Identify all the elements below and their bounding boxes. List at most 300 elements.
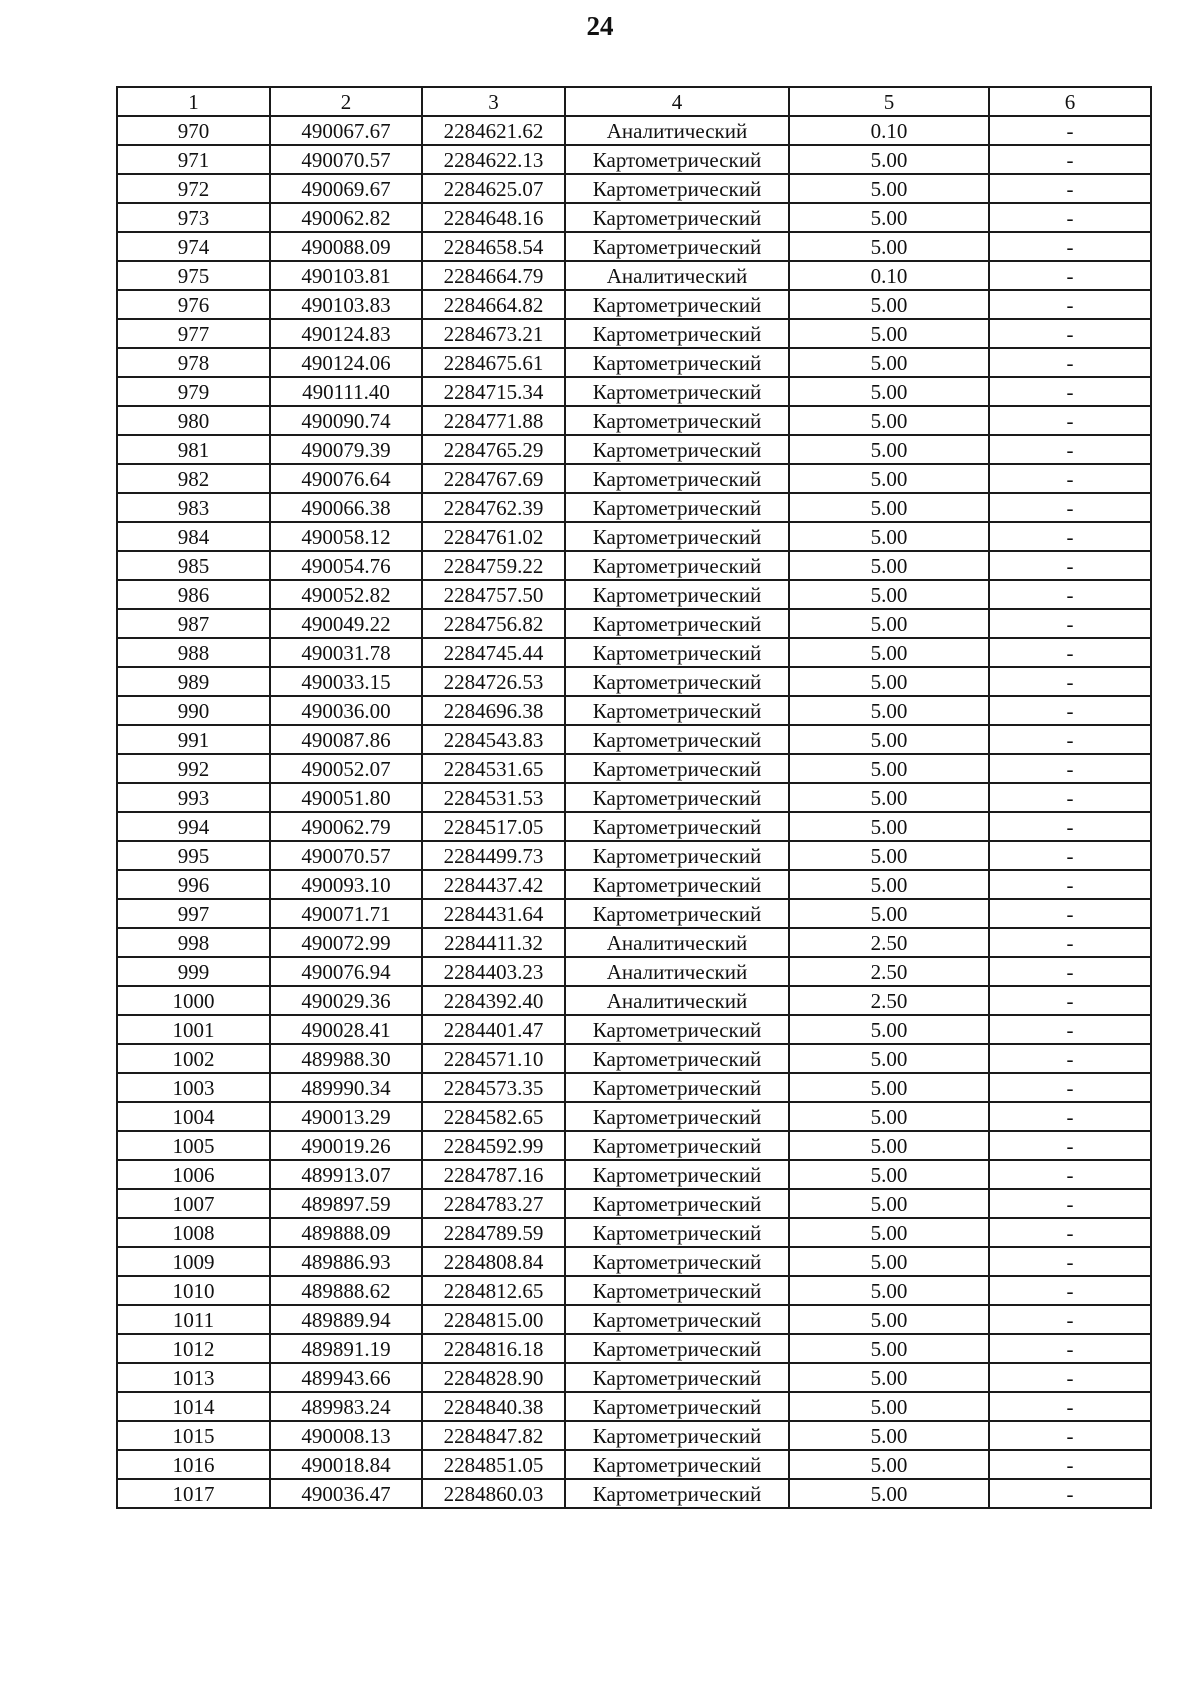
accuracy-cell: 5.00 bbox=[789, 1392, 989, 1421]
x-coordinate-cell: 490051.80 bbox=[270, 783, 422, 812]
accuracy-cell: 5.00 bbox=[789, 522, 989, 551]
x-coordinate-cell: 489983.24 bbox=[270, 1392, 422, 1421]
point-number-cell: 1010 bbox=[117, 1276, 270, 1305]
x-coordinate-cell: 490028.41 bbox=[270, 1015, 422, 1044]
accuracy-cell: 5.00 bbox=[789, 1305, 989, 1334]
accuracy-cell: 5.00 bbox=[789, 290, 989, 319]
table-row bbox=[117, 1276, 1151, 1305]
x-coordinate-cell: 490008.13 bbox=[270, 1421, 422, 1450]
x-coordinate-cell: 490079.39 bbox=[270, 435, 422, 464]
x-coordinate-cell: 490052.07 bbox=[270, 754, 422, 783]
x-coordinate-cell: 490049.22 bbox=[270, 609, 422, 638]
y-coordinate-cell: 2284621.62 bbox=[422, 116, 565, 145]
y-coordinate-cell: 2284622.13 bbox=[422, 145, 565, 174]
point-number-cell: 1004 bbox=[117, 1102, 270, 1131]
note-cell: - bbox=[989, 1015, 1151, 1044]
accuracy-cell: 5.00 bbox=[789, 1073, 989, 1102]
table-row bbox=[117, 1479, 1151, 1508]
method-cell: Картометрический bbox=[565, 1044, 789, 1073]
note-cell: - bbox=[989, 1334, 1151, 1363]
y-coordinate-cell: 2284592.99 bbox=[422, 1131, 565, 1160]
table-row bbox=[117, 1305, 1151, 1334]
point-number-cell: 977 bbox=[117, 319, 270, 348]
table-row bbox=[117, 1247, 1151, 1276]
method-cell: Картометрический bbox=[565, 1450, 789, 1479]
method-cell: Картометрический bbox=[565, 319, 789, 348]
x-coordinate-cell: 489888.62 bbox=[270, 1276, 422, 1305]
note-cell: - bbox=[989, 899, 1151, 928]
accuracy-cell: 2.50 bbox=[789, 986, 989, 1015]
point-number-cell: 980 bbox=[117, 406, 270, 435]
accuracy-cell: 2.50 bbox=[789, 928, 989, 957]
note-cell: - bbox=[989, 1276, 1151, 1305]
y-coordinate-cell: 2284756.82 bbox=[422, 609, 565, 638]
point-number-cell: 984 bbox=[117, 522, 270, 551]
point-number-cell: 975 bbox=[117, 261, 270, 290]
y-coordinate-cell: 2284431.64 bbox=[422, 899, 565, 928]
point-number-cell: 985 bbox=[117, 551, 270, 580]
accuracy-cell: 5.00 bbox=[789, 1189, 989, 1218]
y-coordinate-cell: 2284765.29 bbox=[422, 435, 565, 464]
table-row bbox=[117, 551, 1151, 580]
x-coordinate-cell: 490029.36 bbox=[270, 986, 422, 1015]
y-coordinate-cell: 2284517.05 bbox=[422, 812, 565, 841]
accuracy-cell: 5.00 bbox=[789, 203, 989, 232]
table-row bbox=[117, 377, 1151, 406]
table-body bbox=[117, 116, 1151, 1508]
x-coordinate-cell: 490036.47 bbox=[270, 1479, 422, 1508]
accuracy-cell: 5.00 bbox=[789, 493, 989, 522]
coordinates-table bbox=[116, 86, 1152, 1509]
method-cell: Картометрический bbox=[565, 290, 789, 319]
note-cell: - bbox=[989, 1218, 1151, 1247]
y-coordinate-cell: 2284816.18 bbox=[422, 1334, 565, 1363]
point-number-cell: 994 bbox=[117, 812, 270, 841]
point-number-cell: 971 bbox=[117, 145, 270, 174]
point-number-cell: 1000 bbox=[117, 986, 270, 1015]
method-cell: Картометрический bbox=[565, 406, 789, 435]
method-cell: Картометрический bbox=[565, 1363, 789, 1392]
note-cell: - bbox=[989, 348, 1151, 377]
table-row bbox=[117, 1218, 1151, 1247]
accuracy-cell: 5.00 bbox=[789, 580, 989, 609]
method-cell: Картометрический bbox=[565, 638, 789, 667]
accuracy-cell: 5.00 bbox=[789, 754, 989, 783]
method-cell: Картометрический bbox=[565, 1073, 789, 1102]
point-number-cell: 1013 bbox=[117, 1363, 270, 1392]
point-number-cell: 1002 bbox=[117, 1044, 270, 1073]
point-number-cell: 1009 bbox=[117, 1247, 270, 1276]
method-cell: Картометрический bbox=[565, 1160, 789, 1189]
x-coordinate-cell: 490013.29 bbox=[270, 1102, 422, 1131]
table-row bbox=[117, 841, 1151, 870]
point-number-cell: 996 bbox=[117, 870, 270, 899]
accuracy-cell: 5.00 bbox=[789, 1479, 989, 1508]
accuracy-cell: 5.00 bbox=[789, 1363, 989, 1392]
y-coordinate-cell: 2284759.22 bbox=[422, 551, 565, 580]
table-row bbox=[117, 1189, 1151, 1218]
x-coordinate-cell: 490124.83 bbox=[270, 319, 422, 348]
method-cell: Картометрический bbox=[565, 1015, 789, 1044]
table-row bbox=[117, 986, 1151, 1015]
x-coordinate-cell: 490067.67 bbox=[270, 116, 422, 145]
note-cell: - bbox=[989, 1131, 1151, 1160]
y-coordinate-cell: 2284625.07 bbox=[422, 174, 565, 203]
x-coordinate-cell: 490070.57 bbox=[270, 841, 422, 870]
point-number-cell: 1001 bbox=[117, 1015, 270, 1044]
method-cell: Картометрический bbox=[565, 377, 789, 406]
point-number-cell: 989 bbox=[117, 667, 270, 696]
table-row bbox=[117, 1450, 1151, 1479]
method-cell: Картометрический bbox=[565, 1247, 789, 1276]
accuracy-cell: 5.00 bbox=[789, 812, 989, 841]
accuracy-cell: 5.00 bbox=[789, 638, 989, 667]
note-cell: - bbox=[989, 551, 1151, 580]
table-row bbox=[117, 609, 1151, 638]
table-header bbox=[117, 87, 1151, 116]
accuracy-cell: 5.00 bbox=[789, 1160, 989, 1189]
point-number-cell: 999 bbox=[117, 957, 270, 986]
note-cell: - bbox=[989, 725, 1151, 754]
method-cell: Картометрический bbox=[565, 1392, 789, 1421]
note-cell: - bbox=[989, 1305, 1151, 1334]
x-coordinate-cell: 490062.79 bbox=[270, 812, 422, 841]
point-number-cell: 979 bbox=[117, 377, 270, 406]
note-cell: - bbox=[989, 870, 1151, 899]
point-number-cell: 993 bbox=[117, 783, 270, 812]
accuracy-cell: 5.00 bbox=[789, 667, 989, 696]
y-coordinate-cell: 2284673.21 bbox=[422, 319, 565, 348]
accuracy-cell: 5.00 bbox=[789, 1015, 989, 1044]
table-row bbox=[117, 203, 1151, 232]
x-coordinate-cell: 490031.78 bbox=[270, 638, 422, 667]
note-cell: - bbox=[989, 203, 1151, 232]
table-row bbox=[117, 696, 1151, 725]
table-row bbox=[117, 580, 1151, 609]
note-cell: - bbox=[989, 812, 1151, 841]
point-number-cell: 1006 bbox=[117, 1160, 270, 1189]
note-cell: - bbox=[989, 116, 1151, 145]
table-row bbox=[117, 1363, 1151, 1392]
point-number-cell: 973 bbox=[117, 203, 270, 232]
x-coordinate-cell: 489889.94 bbox=[270, 1305, 422, 1334]
x-coordinate-cell: 490058.12 bbox=[270, 522, 422, 551]
method-cell: Картометрический bbox=[565, 464, 789, 493]
y-coordinate-cell: 2284403.23 bbox=[422, 957, 565, 986]
accuracy-cell: 5.00 bbox=[789, 1131, 989, 1160]
header-row bbox=[117, 87, 1151, 116]
accuracy-cell: 0.10 bbox=[789, 261, 989, 290]
y-coordinate-cell: 2284787.16 bbox=[422, 1160, 565, 1189]
note-cell: - bbox=[989, 1044, 1151, 1073]
note-cell: - bbox=[989, 406, 1151, 435]
note-cell: - bbox=[989, 638, 1151, 667]
accuracy-cell: 5.00 bbox=[789, 1450, 989, 1479]
x-coordinate-cell: 490093.10 bbox=[270, 870, 422, 899]
note-cell: - bbox=[989, 1247, 1151, 1276]
note-cell: - bbox=[989, 319, 1151, 348]
table-row bbox=[117, 1392, 1151, 1421]
x-coordinate-cell: 490066.38 bbox=[270, 493, 422, 522]
point-number-cell: 982 bbox=[117, 464, 270, 493]
note-cell: - bbox=[989, 957, 1151, 986]
note-cell: - bbox=[989, 986, 1151, 1015]
point-number-cell: 1016 bbox=[117, 1450, 270, 1479]
y-coordinate-cell: 2284762.39 bbox=[422, 493, 565, 522]
accuracy-cell: 5.00 bbox=[789, 1247, 989, 1276]
x-coordinate-cell: 489943.66 bbox=[270, 1363, 422, 1392]
table-row bbox=[117, 667, 1151, 696]
method-cell: Картометрический bbox=[565, 1276, 789, 1305]
table-row bbox=[117, 725, 1151, 754]
y-coordinate-cell: 2284726.53 bbox=[422, 667, 565, 696]
note-cell: - bbox=[989, 1479, 1151, 1508]
method-cell: Аналитический bbox=[565, 116, 789, 145]
y-coordinate-cell: 2284847.82 bbox=[422, 1421, 565, 1450]
column-header-4: 4 bbox=[565, 87, 789, 116]
x-coordinate-cell: 489886.93 bbox=[270, 1247, 422, 1276]
column-header-3: 3 bbox=[422, 87, 565, 116]
accuracy-cell: 5.00 bbox=[789, 464, 989, 493]
table-row bbox=[117, 232, 1151, 261]
x-coordinate-cell: 489891.19 bbox=[270, 1334, 422, 1363]
method-cell: Картометрический bbox=[565, 493, 789, 522]
y-coordinate-cell: 2284761.02 bbox=[422, 522, 565, 551]
y-coordinate-cell: 2284411.32 bbox=[422, 928, 565, 957]
table-row bbox=[117, 522, 1151, 551]
note-cell: - bbox=[989, 841, 1151, 870]
method-cell: Картометрический bbox=[565, 1479, 789, 1508]
accuracy-cell: 5.00 bbox=[789, 1421, 989, 1450]
table-row bbox=[117, 1131, 1151, 1160]
x-coordinate-cell: 490090.74 bbox=[270, 406, 422, 435]
x-coordinate-cell: 490033.15 bbox=[270, 667, 422, 696]
method-cell: Картометрический bbox=[565, 1334, 789, 1363]
y-coordinate-cell: 2284571.10 bbox=[422, 1044, 565, 1073]
table-row bbox=[117, 870, 1151, 899]
table-row bbox=[117, 116, 1151, 145]
table-row bbox=[117, 638, 1151, 667]
x-coordinate-cell: 490088.09 bbox=[270, 232, 422, 261]
accuracy-cell: 5.00 bbox=[789, 1102, 989, 1131]
x-coordinate-cell: 489990.34 bbox=[270, 1073, 422, 1102]
table-row bbox=[117, 783, 1151, 812]
accuracy-cell: 0.10 bbox=[789, 116, 989, 145]
point-number-cell: 990 bbox=[117, 696, 270, 725]
method-cell: Картометрический bbox=[565, 232, 789, 261]
method-cell: Картометрический bbox=[565, 609, 789, 638]
column-header-6: 6 bbox=[989, 87, 1151, 116]
accuracy-cell: 5.00 bbox=[789, 348, 989, 377]
method-cell: Картометрический bbox=[565, 812, 789, 841]
point-number-cell: 976 bbox=[117, 290, 270, 319]
x-coordinate-cell: 490103.81 bbox=[270, 261, 422, 290]
point-number-cell: 1011 bbox=[117, 1305, 270, 1334]
table-row bbox=[117, 435, 1151, 464]
y-coordinate-cell: 2284808.84 bbox=[422, 1247, 565, 1276]
point-number-cell: 983 bbox=[117, 493, 270, 522]
accuracy-cell: 5.00 bbox=[789, 232, 989, 261]
y-coordinate-cell: 2284543.83 bbox=[422, 725, 565, 754]
y-coordinate-cell: 2284664.82 bbox=[422, 290, 565, 319]
method-cell: Аналитический bbox=[565, 986, 789, 1015]
y-coordinate-cell: 2284401.47 bbox=[422, 1015, 565, 1044]
y-coordinate-cell: 2284812.65 bbox=[422, 1276, 565, 1305]
method-cell: Картометрический bbox=[565, 667, 789, 696]
point-number-cell: 988 bbox=[117, 638, 270, 667]
accuracy-cell: 5.00 bbox=[789, 1334, 989, 1363]
point-number-cell: 1012 bbox=[117, 1334, 270, 1363]
y-coordinate-cell: 2284531.53 bbox=[422, 783, 565, 812]
accuracy-cell: 5.00 bbox=[789, 319, 989, 348]
method-cell: Картометрический bbox=[565, 1102, 789, 1131]
method-cell: Картометрический bbox=[565, 1131, 789, 1160]
note-cell: - bbox=[989, 145, 1151, 174]
note-cell: - bbox=[989, 928, 1151, 957]
table-row bbox=[117, 1044, 1151, 1073]
note-cell: - bbox=[989, 435, 1151, 464]
note-cell: - bbox=[989, 1363, 1151, 1392]
note-cell: - bbox=[989, 464, 1151, 493]
accuracy-cell: 5.00 bbox=[789, 1218, 989, 1247]
x-coordinate-cell: 490052.82 bbox=[270, 580, 422, 609]
point-number-cell: 974 bbox=[117, 232, 270, 261]
table-row bbox=[117, 899, 1151, 928]
note-cell: - bbox=[989, 174, 1151, 203]
method-cell: Картометрический bbox=[565, 783, 789, 812]
accuracy-cell: 5.00 bbox=[789, 406, 989, 435]
point-number-cell: 972 bbox=[117, 174, 270, 203]
method-cell: Картометрический bbox=[565, 1305, 789, 1334]
point-number-cell: 1007 bbox=[117, 1189, 270, 1218]
note-cell: - bbox=[989, 377, 1151, 406]
y-coordinate-cell: 2284648.16 bbox=[422, 203, 565, 232]
accuracy-cell: 5.00 bbox=[789, 435, 989, 464]
accuracy-cell: 5.00 bbox=[789, 783, 989, 812]
note-cell: - bbox=[989, 493, 1151, 522]
table-row bbox=[117, 145, 1151, 174]
method-cell: Картометрический bbox=[565, 725, 789, 754]
y-coordinate-cell: 2284757.50 bbox=[422, 580, 565, 609]
note-cell: - bbox=[989, 261, 1151, 290]
method-cell: Картометрический bbox=[565, 841, 789, 870]
x-coordinate-cell: 490069.67 bbox=[270, 174, 422, 203]
table-row bbox=[117, 1421, 1151, 1450]
point-number-cell: 986 bbox=[117, 580, 270, 609]
x-coordinate-cell: 490070.57 bbox=[270, 145, 422, 174]
accuracy-cell: 5.00 bbox=[789, 725, 989, 754]
point-number-cell: 992 bbox=[117, 754, 270, 783]
y-coordinate-cell: 2284675.61 bbox=[422, 348, 565, 377]
method-cell: Картометрический bbox=[565, 348, 789, 377]
table-row bbox=[117, 1015, 1151, 1044]
column-header-5: 5 bbox=[789, 87, 989, 116]
method-cell: Картометрический bbox=[565, 870, 789, 899]
y-coordinate-cell: 2284658.54 bbox=[422, 232, 565, 261]
y-coordinate-cell: 2284860.03 bbox=[422, 1479, 565, 1508]
y-coordinate-cell: 2284828.90 bbox=[422, 1363, 565, 1392]
accuracy-cell: 5.00 bbox=[789, 174, 989, 203]
method-cell: Картометрический bbox=[565, 203, 789, 232]
x-coordinate-cell: 489988.30 bbox=[270, 1044, 422, 1073]
note-cell: - bbox=[989, 696, 1151, 725]
method-cell: Картометрический bbox=[565, 174, 789, 203]
column-header-2: 2 bbox=[270, 87, 422, 116]
note-cell: - bbox=[989, 783, 1151, 812]
point-number-cell: 991 bbox=[117, 725, 270, 754]
point-number-cell: 981 bbox=[117, 435, 270, 464]
point-number-cell: 1015 bbox=[117, 1421, 270, 1450]
note-cell: - bbox=[989, 1189, 1151, 1218]
table-row bbox=[117, 261, 1151, 290]
x-coordinate-cell: 490076.64 bbox=[270, 464, 422, 493]
x-coordinate-cell: 490071.71 bbox=[270, 899, 422, 928]
accuracy-cell: 5.00 bbox=[789, 145, 989, 174]
note-cell: - bbox=[989, 522, 1151, 551]
note-cell: - bbox=[989, 609, 1151, 638]
y-coordinate-cell: 2284573.35 bbox=[422, 1073, 565, 1102]
y-coordinate-cell: 2284392.40 bbox=[422, 986, 565, 1015]
accuracy-cell: 5.00 bbox=[789, 551, 989, 580]
method-cell: Картометрический bbox=[565, 1218, 789, 1247]
table-row bbox=[117, 957, 1151, 986]
table-row bbox=[117, 1160, 1151, 1189]
y-coordinate-cell: 2284789.59 bbox=[422, 1218, 565, 1247]
x-coordinate-cell: 490062.82 bbox=[270, 203, 422, 232]
y-coordinate-cell: 2284771.88 bbox=[422, 406, 565, 435]
accuracy-cell: 5.00 bbox=[789, 1276, 989, 1305]
table-row bbox=[117, 319, 1151, 348]
table-row bbox=[117, 1102, 1151, 1131]
table-row bbox=[117, 812, 1151, 841]
x-coordinate-cell: 490072.99 bbox=[270, 928, 422, 957]
table-row bbox=[117, 1073, 1151, 1102]
y-coordinate-cell: 2284582.65 bbox=[422, 1102, 565, 1131]
accuracy-cell: 5.00 bbox=[789, 841, 989, 870]
note-cell: - bbox=[989, 290, 1151, 319]
y-coordinate-cell: 2284715.34 bbox=[422, 377, 565, 406]
method-cell: Картометрический bbox=[565, 754, 789, 783]
x-coordinate-cell: 489897.59 bbox=[270, 1189, 422, 1218]
table-row bbox=[117, 493, 1151, 522]
table-row bbox=[117, 754, 1151, 783]
y-coordinate-cell: 2284664.79 bbox=[422, 261, 565, 290]
x-coordinate-cell: 490018.84 bbox=[270, 1450, 422, 1479]
accuracy-cell: 5.00 bbox=[789, 899, 989, 928]
accuracy-cell: 5.00 bbox=[789, 1044, 989, 1073]
note-cell: - bbox=[989, 1073, 1151, 1102]
method-cell: Аналитический bbox=[565, 928, 789, 957]
accuracy-cell: 5.00 bbox=[789, 696, 989, 725]
y-coordinate-cell: 2284851.05 bbox=[422, 1450, 565, 1479]
column-header-1: 1 bbox=[117, 87, 270, 116]
note-cell: - bbox=[989, 1450, 1151, 1479]
accuracy-cell: 5.00 bbox=[789, 609, 989, 638]
accuracy-cell: 5.00 bbox=[789, 377, 989, 406]
note-cell: - bbox=[989, 754, 1151, 783]
accuracy-cell: 5.00 bbox=[789, 870, 989, 899]
method-cell: Картометрический bbox=[565, 522, 789, 551]
table-row bbox=[117, 348, 1151, 377]
x-coordinate-cell: 490103.83 bbox=[270, 290, 422, 319]
table-row bbox=[117, 174, 1151, 203]
accuracy-cell: 2.50 bbox=[789, 957, 989, 986]
note-cell: - bbox=[989, 667, 1151, 696]
method-cell: Картометрический bbox=[565, 435, 789, 464]
note-cell: - bbox=[989, 1421, 1151, 1450]
point-number-cell: 1003 bbox=[117, 1073, 270, 1102]
x-coordinate-cell: 490019.26 bbox=[270, 1131, 422, 1160]
